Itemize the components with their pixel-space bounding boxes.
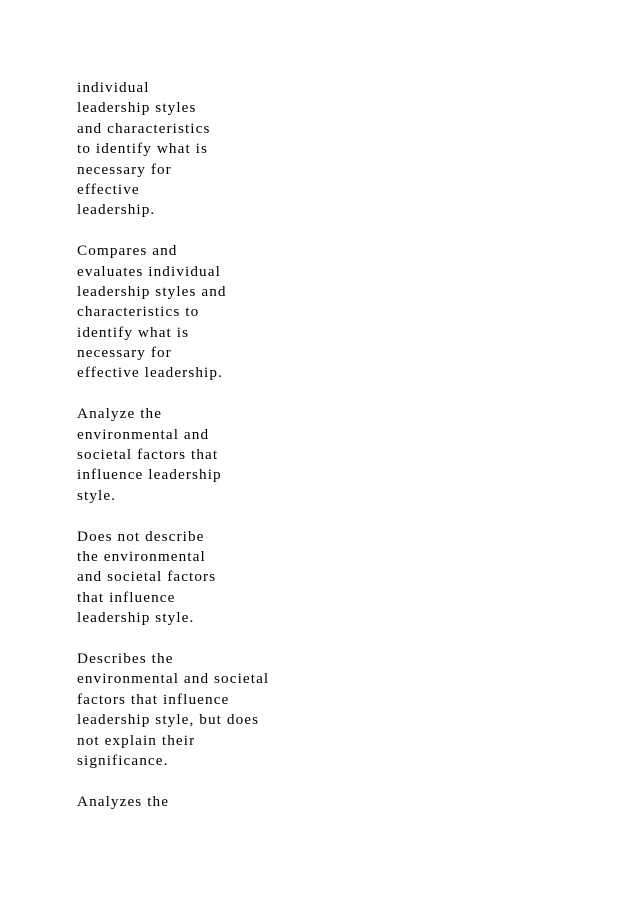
text-line: Describes the: [77, 649, 174, 667]
text-line: influence leadership: [77, 466, 222, 484]
paragraph-6: [77, 792, 497, 812]
text-line: societal factors that: [77, 446, 219, 464]
text-line: and societal factors: [77, 568, 217, 586]
text-line: necessary for: [77, 160, 172, 178]
text-line: characteristics to: [77, 303, 200, 321]
text-line: individual: [77, 79, 150, 96]
paragraph-5: [77, 649, 497, 771]
paragraph-3: [77, 404, 497, 506]
text-line: significance.: [77, 751, 169, 769]
document-text: [77, 78, 497, 832]
text-line: effective leadership.: [77, 364, 223, 382]
paragraph-1: [77, 78, 497, 221]
text-line: evaluates individual: [77, 262, 221, 280]
text-line: Analyzes the: [77, 792, 170, 810]
text-line: leadership styles: [77, 99, 197, 117]
text-line: Analyze the: [77, 405, 163, 423]
text-line: leadership style, but does: [77, 711, 260, 729]
text-line: leadership style.: [77, 609, 195, 627]
paragraph-2: [77, 241, 497, 384]
text-line: necessary for: [77, 344, 172, 362]
text-line: effective: [77, 180, 140, 198]
text-line: environmental and societal: [77, 670, 270, 688]
text-line: to identify what is: [77, 140, 208, 158]
text-line: and characteristics: [77, 119, 211, 137]
text-line: Compares and: [77, 242, 178, 260]
text-line: factors that influence: [77, 690, 230, 708]
text-line: not explain their: [77, 731, 196, 749]
text-line: Does not describe: [77, 527, 205, 545]
text-line: leadership styles and: [77, 282, 227, 300]
text-line: identify what is: [77, 323, 190, 341]
text-line: style.: [77, 486, 117, 504]
text-line: leadership.: [77, 201, 156, 219]
text-line: that influence: [77, 588, 176, 606]
text-line: environmental and: [77, 425, 210, 443]
paragraph-4: [77, 527, 497, 629]
text-line: the environmental: [77, 547, 206, 565]
